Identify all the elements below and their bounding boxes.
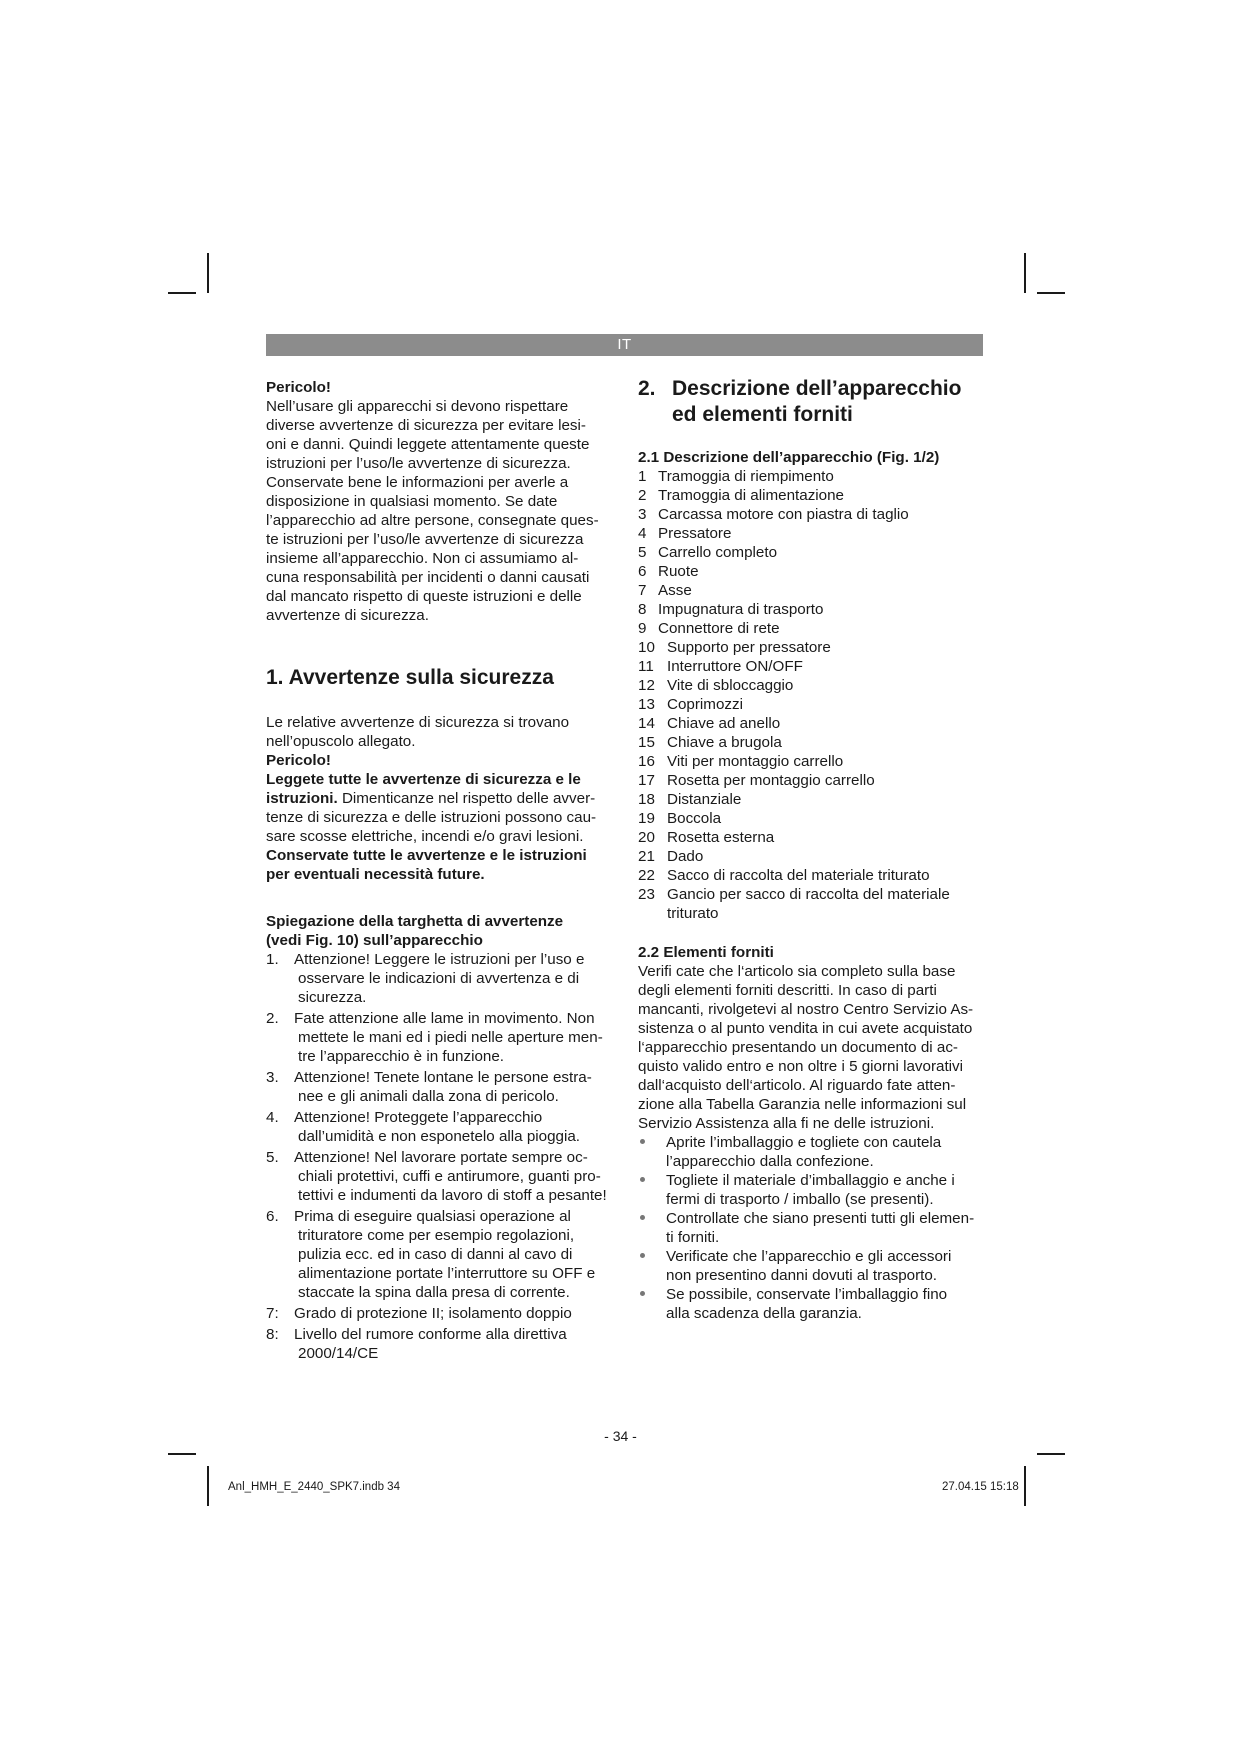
crop-mark (1037, 292, 1065, 294)
crop-mark (168, 292, 196, 294)
part-label: Connettore di rete (658, 620, 780, 637)
item-number: 17 (638, 772, 655, 789)
bullet-icon (640, 1177, 645, 1182)
list-item (638, 1171, 988, 1209)
text-line: trituratore come per esempio regolazioni, (298, 1227, 575, 1244)
text-line: Grado di protezione II; isolamento doppio (294, 1305, 572, 1322)
part-label: Boccola (667, 810, 722, 827)
text-line: avvertenze di sicurezza. (266, 607, 429, 624)
list-item (266, 1068, 612, 1106)
part-label: Pressatore (658, 525, 732, 542)
list-item (638, 695, 988, 714)
part-label: Chiave a brugola (667, 734, 782, 751)
list-item (638, 885, 988, 923)
text-line: insieme all’apparecchio. Non ci assumiamo al- (266, 550, 579, 567)
section-2-title (638, 376, 988, 428)
text-line: l’apparecchio ad altre persone, consegnate ques- (266, 512, 599, 529)
list-item (266, 1325, 612, 1363)
item-number: 16 (638, 753, 655, 770)
list-item (266, 1108, 612, 1146)
part-label: Dado (667, 848, 704, 865)
list-item (638, 866, 988, 885)
item-number: 5 (638, 544, 647, 561)
text-line: Attenzione! Tenete lontane le persone estra- (294, 1069, 592, 1086)
part-label: Supporto per pressatore (667, 639, 831, 656)
list-item (266, 1207, 612, 1302)
item-number: 21 (638, 848, 655, 865)
text-line: Aprite l’imballaggio e togliete con cautela (666, 1134, 942, 1151)
list-item (638, 657, 988, 676)
list-item (266, 1148, 612, 1205)
warning-text: Dimenticanze nel rispetto delle avver- (337, 790, 596, 807)
text-line: sicurezza. (298, 989, 367, 1006)
text-line: Togliete il materiale d’imballaggio e anche i (666, 1172, 955, 1189)
list-item (638, 600, 988, 619)
item-number: 18 (638, 791, 655, 808)
supply-paragraph (638, 962, 988, 1133)
list-item (638, 619, 988, 638)
list-item (638, 486, 988, 505)
part-label: Rosetta esterna (667, 829, 775, 846)
warning-label-heading: Spiegazione della targhetta di avvertenze (266, 913, 564, 930)
text-line: Servizio Assistenza alla fi ne delle istruzioni. (638, 1115, 935, 1132)
item-number: 2. (266, 1010, 279, 1027)
crop-mark (1037, 1453, 1065, 1455)
text-line: quisto valido entro e non oltre i 5 giorni lavorativi (638, 1058, 964, 1075)
checklist (638, 1133, 988, 1323)
item-number: 11 (638, 658, 654, 675)
crop-mark (207, 253, 209, 293)
crop-mark (1024, 1466, 1026, 1506)
file-name: Anl_HMH_E_2440_SPK7.indb 34 (228, 1481, 400, 1493)
part-label: Asse (658, 582, 692, 599)
text-line: Livello del rumore conforme alla direttiva (294, 1326, 567, 1343)
item-number: 19 (638, 810, 655, 827)
part-label: Coprimozzi (667, 696, 743, 713)
text-line: Fate attenzione alle lame in movimento. Non (294, 1010, 595, 1027)
text-line: degli elementi forniti descritti. In caso di parti (638, 982, 937, 999)
print-timestamp: 27.04.15 15:18 (942, 1481, 1019, 1493)
part-label: Gancio per sacco di raccolta del materiale triturato (667, 886, 950, 922)
text-line: tenze di sicurezza e delle istruzioni possono cau- (266, 809, 597, 826)
list-item (638, 524, 988, 543)
section-title-text: Descrizione dell’apparecchio ed elementi forniti (672, 377, 962, 426)
danger-paragraph (266, 397, 612, 625)
bullet-icon (640, 1139, 645, 1144)
bullet-icon (640, 1253, 645, 1258)
language-code: IT (617, 336, 632, 353)
list-item (638, 581, 988, 600)
item-number: 1. (266, 951, 279, 968)
part-label: Carrello completo (658, 544, 778, 561)
part-label: Tramoggia di alimentazione (658, 487, 845, 504)
text-line: tre l’apparecchio è in funzione. (298, 1048, 505, 1065)
parts-list (638, 467, 988, 923)
danger-title: Pericolo! (266, 752, 331, 769)
bullet-icon (640, 1291, 645, 1296)
page-number: - 34 - (604, 1428, 637, 1444)
item-number: 13 (638, 696, 655, 713)
item-number: 20 (638, 829, 655, 846)
text-line: Controllate che siano presenti tutti gli elemen- (666, 1210, 975, 1227)
list-item (638, 638, 988, 657)
part-label: Tramoggia di riempimento (658, 468, 834, 485)
list-item (638, 562, 988, 581)
item-number: 5. (266, 1149, 279, 1166)
item-number: 4. (266, 1109, 279, 1126)
item-number: 12 (638, 677, 655, 694)
list-item (638, 1285, 988, 1323)
list-item (638, 505, 988, 524)
part-label: Interruttore ON/OFF (667, 658, 803, 675)
warning-mixed-line (266, 789, 612, 808)
left-column (266, 378, 612, 1365)
text-line: sistenza o al punto vendita in cui avete acquistato (638, 1020, 973, 1037)
list-item (638, 1133, 988, 1171)
crop-mark (1024, 253, 1026, 293)
warning-bold-line: Leggete tutte le avvertenze di sicurezza e le (266, 771, 581, 788)
text-line: nell’opuscolo allegato. (266, 733, 416, 750)
text-line: mettete le mani ed i piedi nelle aperture men- (298, 1029, 603, 1046)
text-line: dal mancato rispetto di queste istruzioni e delle (266, 588, 582, 605)
item-number: 3 (638, 506, 647, 523)
item-number: 8 (638, 601, 647, 618)
text-line: Se possibile, conservate l’imballaggio fino (666, 1286, 948, 1303)
text-line: mancanti, rivolgetevi al nostro Centro Servizio As- (638, 1001, 974, 1018)
part-label: Ruote (658, 563, 699, 580)
part-label: Impugnatura di trasporto (658, 601, 824, 618)
text-line: non presentino danni dovuti al trasporto. (666, 1267, 938, 1284)
text-line: disposizione in qualsiasi momento. Se date (266, 493, 558, 510)
item-number: 14 (638, 715, 655, 732)
text-line: diverse avvertenze di sicurezza per evitare lesi- (266, 417, 586, 434)
list-item (638, 467, 988, 486)
list-item (638, 733, 988, 752)
text-line: staccate la spina dalla presa di corrente. (298, 1284, 570, 1301)
item-number: 2 (638, 487, 647, 504)
part-label: Sacco di raccolta del materiale triturato (667, 867, 930, 884)
list-item (638, 1247, 988, 1285)
text-line: dall’umidità e non esponetelo alla pioggia. (298, 1128, 581, 1145)
text-line: istruzioni per l’uso/le avvertenze di sicurezza. (266, 455, 571, 472)
keep-instructions-line: Conservate tutte le avvertenze e le istruzioni (266, 847, 587, 864)
item-number: 7 (638, 582, 647, 599)
text-line: Verificate che l’apparecchio e gli accessori (666, 1248, 952, 1265)
subsection-2-1-title: 2.1 Descrizione dell’apparecchio (Fig. 1/2) (638, 449, 940, 466)
part-label: Chiave ad anello (667, 715, 781, 732)
text-line: zione alla Tabella Garanzia nelle informazioni sul (638, 1096, 967, 1113)
item-number: 23 (638, 886, 655, 903)
list-item (638, 714, 988, 733)
list-item (638, 543, 988, 562)
crop-mark (168, 1453, 196, 1455)
text-line: fermi di trasporto / imballo (se presenti). (666, 1191, 934, 1208)
part-label: Rosetta per montaggio carrello (667, 772, 875, 789)
text-line: osservare le indicazioni di avvertenza e di (298, 970, 580, 987)
subsection-2-2-title: 2.2 Elementi forniti (638, 944, 774, 961)
text-line: Verifi cate che l‘articolo sia completo sulla base (638, 963, 956, 980)
text-line: Le relative avvertenze di sicurezza si trovano (266, 714, 570, 731)
list-item (638, 1209, 988, 1247)
text-line: l‘apparecchio presentando un documento di ac- (638, 1039, 958, 1056)
text-line: Attenzione! Nel lavorare portate sempre oc- (294, 1149, 588, 1166)
text-line: pulizia ecc. ed in caso di danni al cavo di (298, 1246, 573, 1263)
text-line: sare scosse elettriche, incendi e/o gravi lesioni. (266, 828, 584, 845)
item-number: 3. (266, 1069, 279, 1086)
item-number: 7: (266, 1305, 279, 1322)
text-line: Nell’usare gli apparecchi si devono rispettare (266, 398, 569, 415)
text-line: ti forniti. (666, 1229, 720, 1246)
text-line: Prima di eseguire qualsiasi operazione al (294, 1208, 571, 1225)
item-number: 8: (266, 1326, 279, 1343)
list-item (638, 676, 988, 695)
item-number: 1 (638, 468, 647, 485)
text-line: tettivi e indumenti da lavoro di stoff a pesante! (298, 1187, 607, 1204)
warning-bold-word: istruzioni. (266, 790, 338, 807)
list-item (638, 790, 988, 809)
text-line: cuna responsabilità per incidenti o danni causati (266, 569, 590, 586)
text-line: chiali protettivi, cuffi e antirumore, guanti pro- (298, 1168, 601, 1185)
text-line: te istruzioni per l’uso/le avvertenze di sicurezza (266, 531, 584, 548)
text-line: Attenzione! Leggere le istruzioni per l’uso e (294, 951, 585, 968)
item-number: 22 (638, 867, 655, 884)
section-1-title: 1. Avvertenze sulla sicurezza (266, 666, 554, 689)
part-label: Viti per montaggio carrello (667, 753, 844, 770)
list-item (266, 950, 612, 1007)
warning-label-list (266, 950, 612, 1363)
section-number: 2. (638, 377, 656, 400)
text-line: 2000/14/CE (298, 1345, 379, 1362)
list-item (638, 752, 988, 771)
text-line: Conservate bene le informazioni per averle a (266, 474, 569, 491)
danger-title: Pericolo! (266, 379, 331, 396)
right-column (638, 376, 988, 1323)
item-number: 6 (638, 563, 647, 580)
warning-label-heading: (vedi Fig. 10) sull’apparecchio (266, 932, 483, 949)
bullet-icon (640, 1215, 645, 1220)
text-line: alimentazione portate l’interruttore su OFF e (298, 1265, 596, 1282)
list-item (266, 1009, 612, 1066)
list-item (638, 809, 988, 828)
item-number: 6. (266, 1208, 279, 1225)
item-number: 9 (638, 620, 647, 637)
text-line: dall‘acquisto dell‘articolo. Al riguardo fate atten- (638, 1077, 956, 1094)
keep-instructions-line: per eventuali necessità future. (266, 866, 485, 883)
list-item (638, 771, 988, 790)
list-item (638, 847, 988, 866)
part-label: Vite di sbloccaggio (667, 677, 794, 694)
item-number: 4 (638, 525, 647, 542)
language-header-bar (266, 334, 983, 356)
list-item (638, 828, 988, 847)
part-label: Carcassa motore con piastra di taglio (658, 506, 909, 523)
list-item (266, 1304, 612, 1323)
item-number: 15 (638, 734, 655, 751)
part-label: Distanziale (667, 791, 742, 808)
crop-mark (207, 1466, 209, 1506)
text-line: alla scadenza della garanzia. (666, 1305, 862, 1322)
text-line: oni e danni. Quindi leggete attentamente queste (266, 436, 590, 453)
item-number: 10 (638, 639, 655, 656)
text-line: l’apparecchio dalla confezione. (666, 1153, 874, 1170)
text-line: nee e gli animali dalla zona di pericolo. (298, 1088, 559, 1105)
text-line: Attenzione! Proteggete l’apparecchio (294, 1109, 543, 1126)
